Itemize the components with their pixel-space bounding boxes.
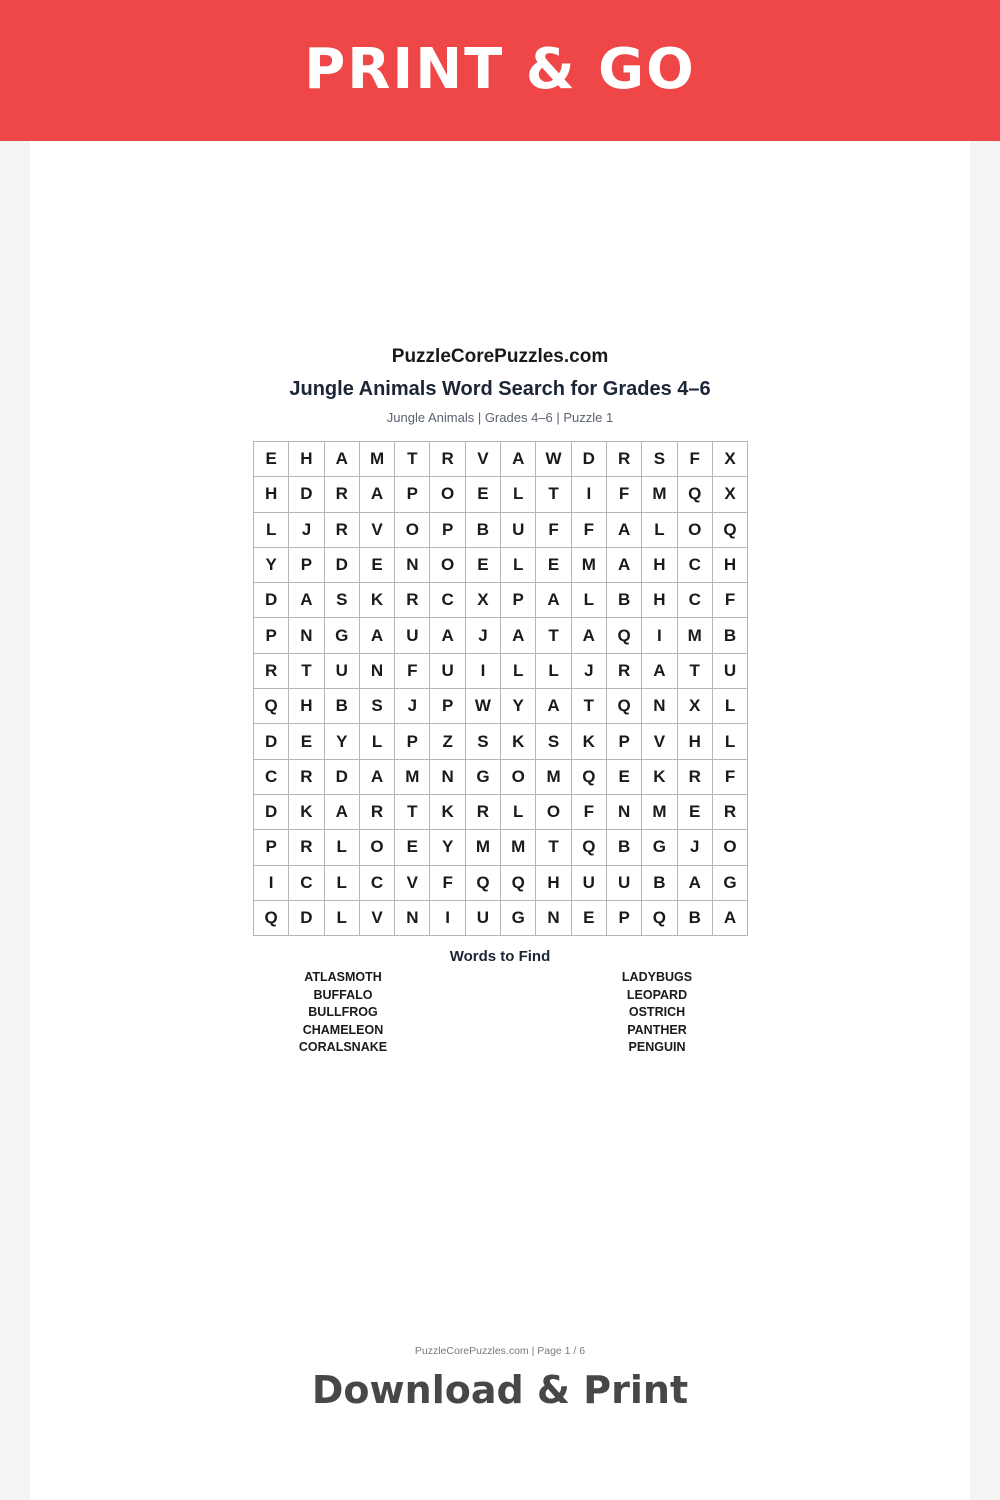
grid-cell: M	[571, 547, 606, 582]
grid-cell: Q	[571, 830, 606, 865]
grid-row	[254, 900, 748, 935]
grid-cell: L	[712, 724, 747, 759]
grid-cell: F	[712, 583, 747, 618]
grid-cell: R	[324, 512, 359, 547]
word-item: BULLFROG	[308, 1005, 378, 1020]
grid-cell: O	[430, 477, 465, 512]
grid-cell: P	[289, 547, 324, 582]
grid-cell: N	[536, 900, 571, 935]
grid-cell: L	[324, 900, 359, 935]
grid-cell: L	[712, 689, 747, 724]
grid-cell: L	[324, 865, 359, 900]
grid-cell: A	[359, 759, 394, 794]
grid-cell: Q	[254, 900, 289, 935]
grid-cell: M	[395, 759, 430, 794]
download-print-heading: Download & Print	[311, 1368, 689, 1412]
grid-cell: G	[642, 830, 677, 865]
grid-cell: H	[642, 583, 677, 618]
grid-cell: J	[465, 618, 500, 653]
grid-cell: N	[642, 689, 677, 724]
grid-row	[254, 830, 748, 865]
grid-cell: W	[536, 442, 571, 477]
grid-cell: A	[712, 900, 747, 935]
grid-cell: D	[324, 759, 359, 794]
grid-cell: O	[677, 512, 712, 547]
grid-row	[254, 547, 748, 582]
grid-cell: Q	[677, 477, 712, 512]
grid-row	[254, 618, 748, 653]
grid-cell: E	[571, 900, 606, 935]
grid-cell: T	[536, 830, 571, 865]
puzzle-sheet	[30, 141, 970, 1500]
grid-row	[254, 689, 748, 724]
grid-cell: J	[395, 689, 430, 724]
grid-cell: L	[501, 547, 536, 582]
grid-cell: O	[712, 830, 747, 865]
grid-cell: L	[359, 724, 394, 759]
grid-cell: M	[677, 618, 712, 653]
grid-cell: P	[501, 583, 536, 618]
grid-cell: A	[430, 618, 465, 653]
grid-cell: K	[430, 794, 465, 829]
grid-cell: Q	[642, 900, 677, 935]
grid-cell: A	[359, 477, 394, 512]
grid-cell: T	[395, 794, 430, 829]
grid-cell: Y	[430, 830, 465, 865]
grid-cell: D	[289, 900, 324, 935]
word-item: CHAMELEON	[302, 1022, 384, 1037]
grid-cell: E	[536, 547, 571, 582]
grid-cell: M	[642, 794, 677, 829]
grid-cell: J	[571, 653, 606, 688]
grid-cell: M	[501, 830, 536, 865]
word-item: ATLASMOTH	[304, 970, 382, 984]
grid-cell: A	[677, 865, 712, 900]
grid-cell: P	[254, 618, 289, 653]
grid-cell: U	[324, 653, 359, 688]
puzzle-title: Jungle Animals Word Search for Grades 4–6	[289, 378, 711, 400]
grid-cell: U	[712, 653, 747, 688]
grid-cell: K	[642, 759, 677, 794]
grid-cell: K	[359, 583, 394, 618]
grid-cell: D	[289, 477, 324, 512]
grid-cell: R	[359, 794, 394, 829]
puzzle-subtitle: Jungle Animals | Grades 4–6 | Puzzle 1	[386, 410, 614, 425]
grid-cell: L	[501, 794, 536, 829]
grid-cell: R	[289, 759, 324, 794]
grid-cell: U	[465, 900, 500, 935]
grid-cell: B	[606, 583, 641, 618]
grid-cell: A	[642, 653, 677, 688]
grid-cell: N	[359, 653, 394, 688]
grid-cell: P	[430, 512, 465, 547]
grid-cell: O	[430, 547, 465, 582]
grid-cell: R	[712, 794, 747, 829]
page-footer: PuzzleCorePuzzles.com | Page 1 / 6	[414, 1345, 586, 1357]
grid-cell: O	[536, 794, 571, 829]
grid-cell: F	[395, 653, 430, 688]
grid-cell: Q	[465, 865, 500, 900]
grid-cell: V	[359, 512, 394, 547]
grid-cell: Z	[430, 724, 465, 759]
grid-cell: G	[324, 618, 359, 653]
grid-cell: Q	[606, 689, 641, 724]
grid-cell: M	[642, 477, 677, 512]
grid-cell: F	[571, 794, 606, 829]
grid-cell: R	[395, 583, 430, 618]
grid-cell: E	[677, 794, 712, 829]
grid-cell: P	[606, 724, 641, 759]
grid-cell: P	[395, 477, 430, 512]
words-heading: Words to Find	[449, 948, 551, 965]
grid-cell: H	[677, 724, 712, 759]
grid-cell: P	[254, 830, 289, 865]
word-search-grid	[253, 441, 748, 936]
grid-cell: Q	[254, 689, 289, 724]
grid-cell: X	[677, 689, 712, 724]
grid-cell: T	[536, 618, 571, 653]
grid-cell: B	[606, 830, 641, 865]
grid-cell: D	[571, 442, 606, 477]
grid-cell: A	[324, 442, 359, 477]
grid-cell: P	[606, 900, 641, 935]
grid-cell: E	[465, 547, 500, 582]
grid-cell: H	[254, 477, 289, 512]
grid-cell: D	[254, 724, 289, 759]
grid-cell: P	[430, 689, 465, 724]
grid-cell: K	[501, 724, 536, 759]
word-list-left	[243, 969, 443, 1057]
grid-cell: R	[465, 794, 500, 829]
grid-cell: S	[359, 689, 394, 724]
grid-cell: Y	[254, 547, 289, 582]
grid-cell: T	[571, 689, 606, 724]
grid-cell: L	[571, 583, 606, 618]
grid-cell: F	[430, 865, 465, 900]
grid-cell: E	[395, 830, 430, 865]
grid-cell: A	[606, 547, 641, 582]
grid-cell: U	[606, 865, 641, 900]
grid-row	[254, 865, 748, 900]
grid-row	[254, 794, 748, 829]
grid-cell: O	[395, 512, 430, 547]
grid-cell: A	[501, 442, 536, 477]
grid-cell: M	[536, 759, 571, 794]
grid-row	[254, 442, 748, 477]
grid-cell: L	[536, 653, 571, 688]
grid-cell: V	[395, 865, 430, 900]
grid-cell: Y	[501, 689, 536, 724]
grid-cell: F	[677, 442, 712, 477]
grid-cell: E	[254, 442, 289, 477]
grid-cell: G	[712, 865, 747, 900]
grid-cell: H	[712, 547, 747, 582]
grid-cell: C	[677, 547, 712, 582]
grid-cell: O	[501, 759, 536, 794]
word-item: BUFFALO	[313, 987, 373, 1002]
grid-cell: B	[324, 689, 359, 724]
grid-cell: R	[430, 442, 465, 477]
grid-cell: R	[677, 759, 712, 794]
grid-cell: L	[642, 512, 677, 547]
grid-row	[254, 583, 748, 618]
grid-cell: C	[254, 759, 289, 794]
grid-cell: Q	[712, 512, 747, 547]
grid-cell: P	[395, 724, 430, 759]
word-item: PENGUIN	[628, 1040, 686, 1055]
grid-cell: B	[712, 618, 747, 653]
grid-cell: Q	[501, 865, 536, 900]
grid-cell: D	[254, 794, 289, 829]
grid-cell: E	[606, 759, 641, 794]
grid-cell: Q	[571, 759, 606, 794]
grid-cell: J	[289, 512, 324, 547]
grid-cell: T	[395, 442, 430, 477]
grid-cell: L	[501, 477, 536, 512]
grid-cell: D	[324, 547, 359, 582]
grid-cell: F	[571, 512, 606, 547]
grid-cell: R	[606, 653, 641, 688]
grid-cell: W	[465, 689, 500, 724]
grid-cell: U	[571, 865, 606, 900]
grid-cell: J	[677, 830, 712, 865]
grid-cell: N	[430, 759, 465, 794]
grid-row	[254, 759, 748, 794]
grid-cell: B	[677, 900, 712, 935]
grid-cell: F	[606, 477, 641, 512]
grid-cell: C	[677, 583, 712, 618]
word-list-right	[557, 969, 757, 1057]
grid-cell: K	[289, 794, 324, 829]
grid-cell: N	[395, 900, 430, 935]
grid-cell: V	[642, 724, 677, 759]
grid-cell: H	[289, 442, 324, 477]
site-title: PuzzleCorePuzzles.com	[391, 346, 609, 367]
grid-cell: A	[606, 512, 641, 547]
grid-cell: I	[642, 618, 677, 653]
grid-cell: R	[289, 830, 324, 865]
word-item: OSTRICH	[628, 1005, 686, 1020]
grid-cell: L	[254, 512, 289, 547]
grid-cell: C	[359, 865, 394, 900]
banner-text: PRINT & GO	[304, 37, 696, 102]
grid-cell: X	[465, 583, 500, 618]
grid-cell: S	[536, 724, 571, 759]
grid-cell: S	[465, 724, 500, 759]
grid-cell: A	[536, 689, 571, 724]
grid-cell: A	[289, 583, 324, 618]
grid-cell: G	[465, 759, 500, 794]
grid-cell: A	[536, 583, 571, 618]
grid-cell: G	[501, 900, 536, 935]
grid-cell: T	[677, 653, 712, 688]
grid-cell: E	[465, 477, 500, 512]
top-banner	[0, 0, 1000, 141]
grid-cell: N	[289, 618, 324, 653]
grid-cell: F	[712, 759, 747, 794]
grid-cell: S	[324, 583, 359, 618]
word-item: LADYBUGS	[621, 970, 693, 984]
grid-cell: Y	[324, 724, 359, 759]
grid-cell: T	[536, 477, 571, 512]
grid-cell: X	[712, 477, 747, 512]
grid-cell: E	[289, 724, 324, 759]
grid-cell: C	[430, 583, 465, 618]
grid-cell: C	[289, 865, 324, 900]
grid-cell: F	[536, 512, 571, 547]
grid-cell: R	[606, 442, 641, 477]
grid-cell: T	[289, 653, 324, 688]
grid-cell: H	[289, 689, 324, 724]
grid-cell: V	[465, 442, 500, 477]
grid-row	[254, 724, 748, 759]
grid-cell: I	[465, 653, 500, 688]
word-item: CORALSNAKE	[298, 1040, 388, 1055]
grid-cell: H	[642, 547, 677, 582]
grid-cell: A	[324, 794, 359, 829]
grid-cell: U	[430, 653, 465, 688]
grid-cell: I	[430, 900, 465, 935]
grid-row	[254, 653, 748, 688]
grid-cell: R	[254, 653, 289, 688]
grid-cell: A	[571, 618, 606, 653]
grid-cell: Q	[606, 618, 641, 653]
grid-cell: R	[324, 477, 359, 512]
grid-cell: M	[465, 830, 500, 865]
grid-cell: L	[501, 653, 536, 688]
grid-row	[254, 477, 748, 512]
grid-cell: K	[571, 724, 606, 759]
grid-cell: S	[642, 442, 677, 477]
grid-cell: D	[254, 583, 289, 618]
grid-cell: V	[359, 900, 394, 935]
grid-cell: X	[712, 442, 747, 477]
grid-cell: U	[395, 618, 430, 653]
grid-cell: A	[501, 618, 536, 653]
grid-cell: A	[359, 618, 394, 653]
grid-cell: O	[359, 830, 394, 865]
grid-cell: U	[501, 512, 536, 547]
word-item: PANTHER	[627, 1022, 687, 1037]
grid-cell: E	[359, 547, 394, 582]
grid-cell: I	[571, 477, 606, 512]
grid-cell: B	[642, 865, 677, 900]
grid-cell: N	[606, 794, 641, 829]
grid-cell: I	[254, 865, 289, 900]
grid-cell: M	[359, 442, 394, 477]
grid-cell: B	[465, 512, 500, 547]
grid-cell: H	[536, 865, 571, 900]
grid-cell: N	[395, 547, 430, 582]
word-item: LEOPARD	[626, 987, 688, 1002]
grid-row	[254, 512, 748, 547]
grid-cell: L	[324, 830, 359, 865]
